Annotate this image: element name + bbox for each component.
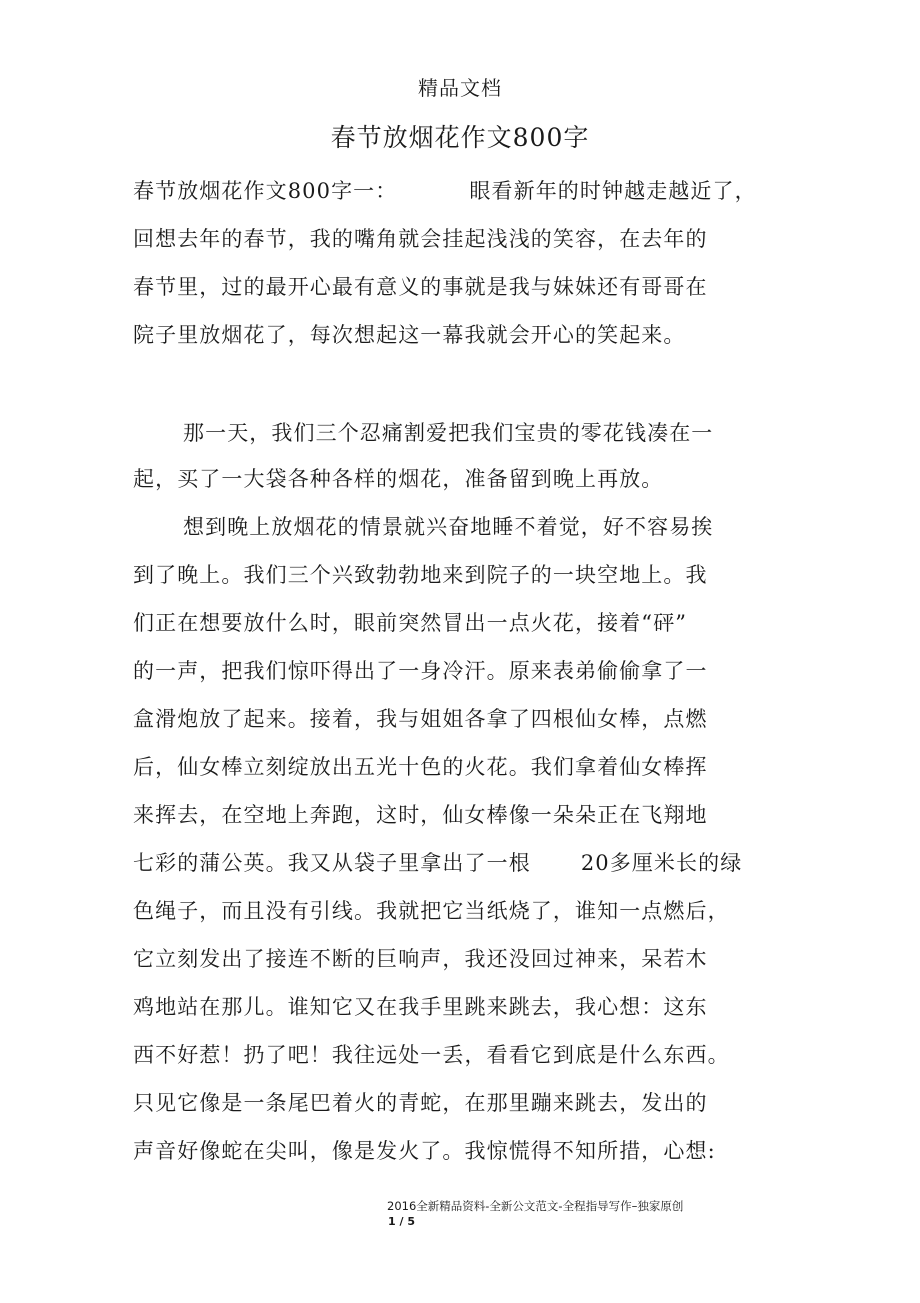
footer-text: 2016全新精品资料-全新公文范文-全程指导写作–独家原创	[387, 1199, 684, 1213]
text-line: 的一声，把我们惊吓得出了一身冷汗。原来表弟偷偷拿了一	[133, 659, 708, 683]
text-line: 西不好惹！扔了吧！我往远处一丢，看看它到底是什么东西。	[133, 1043, 730, 1067]
text-line: 只见它像是一条尾巴着火的青蛇，在那里蹦来跳去，发出的	[133, 1091, 708, 1115]
text-line: 它立刻发出了接连不断的巨响声，我还没回过神来，呆若木	[133, 947, 708, 971]
text-line: 院子里放烟花了，每次想起这一幕我就会开心的笑起来。	[133, 323, 686, 347]
text-line: 想到晚上放烟花的情景就兴奋地睡不着觉，好不容易挨	[183, 515, 714, 539]
page-header-label: 精品文档	[418, 76, 502, 100]
text-line: 盒滑炮放了起来。接着，我与姐姐各拿了四根仙女棒，点燃	[133, 707, 708, 731]
intro-text: 眼看新年的时钟越走越近了，	[469, 179, 757, 203]
text-line: 到了晚上。我们三个兴致勃勃地来到院子的一块空地上。我	[133, 563, 708, 587]
text-line: 回想去年的春节，我的嘴角就会挂起浅浅的笑容，在去年的	[133, 227, 708, 251]
text-line: 后，仙女棒立刻绽放出五光十色的火花。我们拿着仙女棒挥	[133, 755, 708, 779]
intro-line	[133, 175, 757, 205]
text-line: 春节里，过的最开心最有意义的事就是我与妹妹还有哥哥在	[133, 275, 708, 299]
text-line: 声音好像蛇在尖叫，像是发火了。我惊慌得不知所措，心想:	[133, 1139, 716, 1163]
text-line: 色绳子，而且没有引线。我就把它当纸烧了，谁知一点燃后，	[133, 899, 730, 923]
intro-heading: 春节放烟花作文800字一：	[133, 179, 398, 203]
text-line: 鸡地站在那儿。谁知它又在我手里跳来跳去，我心想：这东	[133, 995, 708, 1019]
text-line	[133, 847, 742, 877]
text-fragment: 七彩的蒲公英。我又从袋子里拿出了一根	[133, 851, 531, 875]
text-line: 那一天，我们三个忍痛割爱把我们宝贵的零花钱凑在一	[183, 421, 714, 445]
text-line: 起，买了一大袋各种各样的烟花，准备留到晚上再放。	[133, 467, 664, 491]
page-number: 1 / 5	[388, 1215, 415, 1228]
text-line: 们正在想要放什么时，眼前突然冒出一点火花，接着“砰”	[133, 611, 688, 635]
text-fragment: 20多厘米长的绿	[580, 851, 743, 875]
text-line: 来挥去，在空地上奔跑，这时，仙女棒像一朵朵正在飞翔地	[133, 803, 708, 827]
document-title: 春节放烟花作文800字	[330, 123, 590, 152]
